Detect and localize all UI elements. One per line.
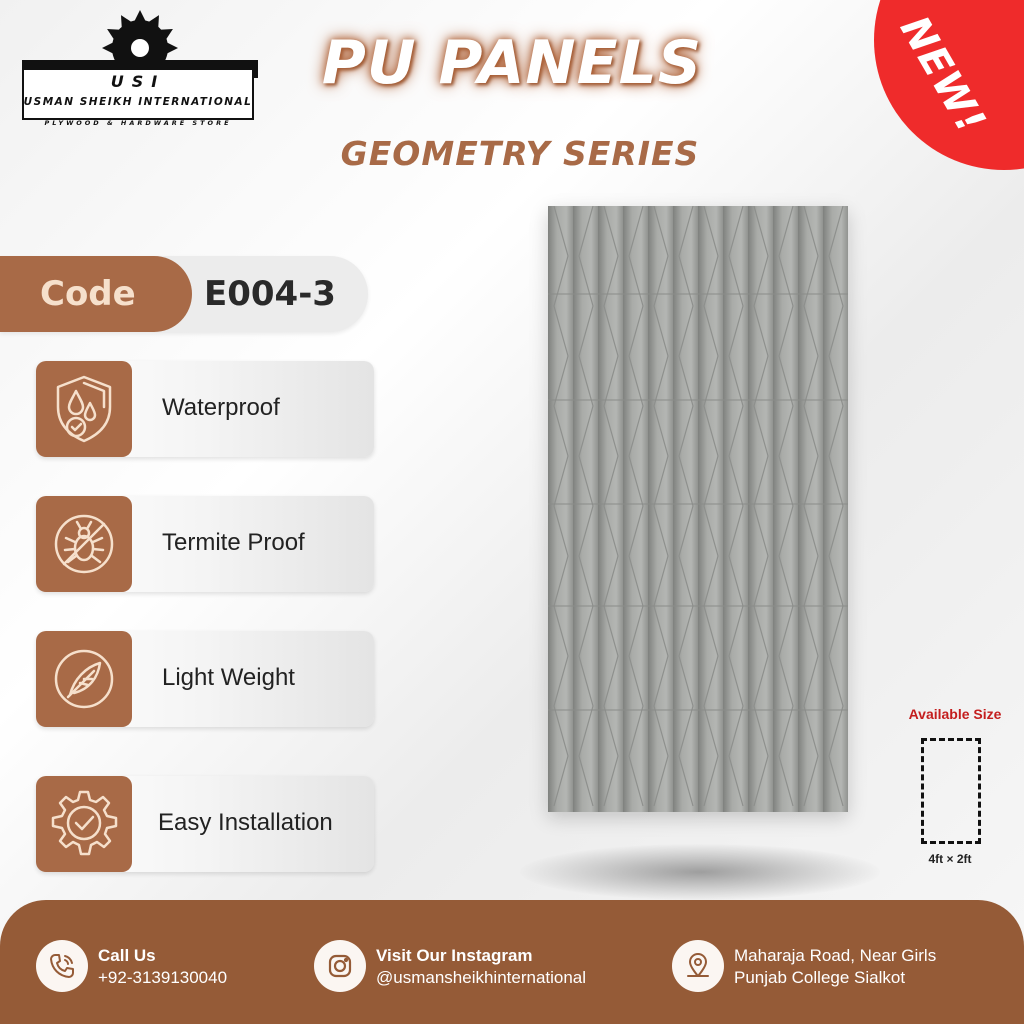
panel-rib [698,206,724,812]
water-shield-icon [44,369,124,449]
product-code-label: Code [40,274,136,314]
feature-card-waterproof [36,361,374,457]
panel-rib [798,206,824,812]
gear-check-icon [44,784,124,864]
pu-panel-image [548,206,848,812]
contact-address [672,940,992,994]
feature-label: Termite Proof [162,529,305,556]
feature-icon-box [36,361,132,457]
feature-icon-box [36,776,132,872]
size-dimensions: 4ft × 2ft [928,852,972,866]
logo-abbreviation: USI [110,72,166,91]
panel-rib [548,206,574,812]
feature-label: Easy Installation [158,809,333,836]
no-termite-icon [44,504,124,584]
instagram-icon-circle [314,940,366,992]
panel-rib [573,206,599,812]
panel-rib [598,206,624,812]
contact-call[interactable] [36,940,276,994]
feather-icon [44,639,124,719]
instagram-title: Visit Our Instagram [376,946,533,965]
feature-card-light-weight [36,631,374,727]
page-subtitle: GEOMETRY SERIES [340,134,700,173]
product-code-value: E004-3 [204,274,336,314]
panel-floor-shadow [520,844,880,900]
contact-instagram[interactable] [314,940,644,994]
location-pin-icon [684,952,712,980]
instagram-icon [326,952,354,980]
panel-rib [748,206,774,812]
product-code-pill [0,256,368,332]
call-number[interactable]: +92-3139130040 [98,968,228,987]
feature-card-easy-installation [36,776,374,872]
logo-tagline: PLYWOOD & HARDWARE STORE [44,119,232,127]
phone-icon [48,952,76,980]
instagram-handle[interactable]: @usmansheikhinternational [376,968,587,987]
panel-rib [773,206,799,812]
panel-rib [648,206,674,812]
location-icon-circle [672,940,724,992]
page-title: PU PANELS [321,28,703,98]
panel-rib [673,206,699,812]
panel-rib [623,206,649,812]
panel-geometry-pattern [548,206,848,812]
address-line-1: Maharaja Road, Near Girls [734,946,937,965]
feature-icon-box [36,496,132,592]
size-outline [921,738,981,844]
new-badge: NEW! [890,8,995,142]
feature-card-termite-proof [36,496,374,592]
panel-rib [723,206,749,812]
address-line-2: Punjab College Sialkot [734,968,906,987]
phone-icon-circle [36,940,88,992]
feature-label: Light Weight [162,664,295,691]
panel-rib [823,206,848,812]
feature-icon-box [36,631,132,727]
call-title: Call Us [98,946,156,965]
feature-label: Waterproof [162,394,280,421]
available-size-label: Available Size [908,706,1002,722]
logo-company-name: USMAN SHEIKH INTERNATIONAL [23,96,253,108]
